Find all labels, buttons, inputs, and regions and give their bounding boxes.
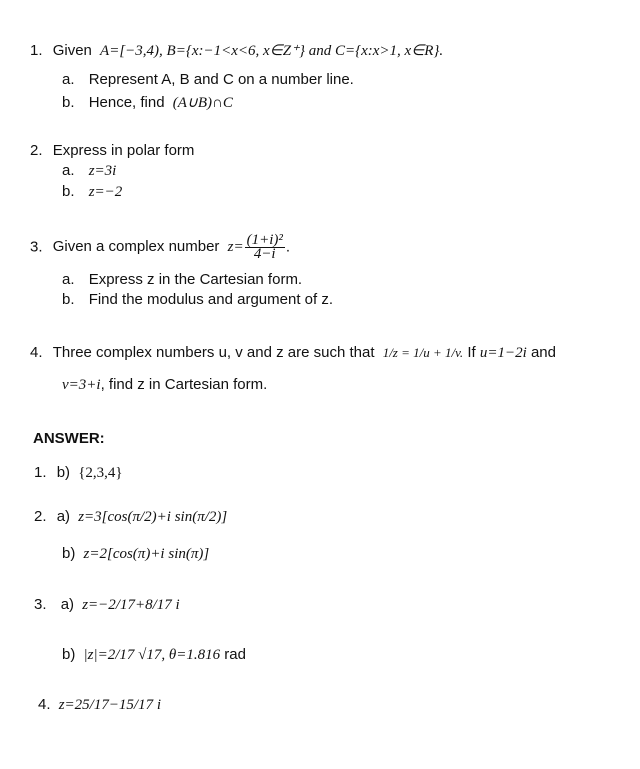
q3-b-label: b. [62,291,75,308]
q4-number: 4. [30,344,43,361]
a2a-label: a) [56,508,71,525]
a2-number: 2. [34,508,47,525]
a3a-label: a) [60,596,75,613]
q3-a-label: a. [62,271,75,288]
answer-3b [62,646,246,664]
q4-line2-text: , find z in Cartesian form. [100,376,268,393]
a1-math: {2,3,4} [78,465,123,481]
q3-z: z= [227,239,244,256]
a2a-math: z=3[cos(π/2)+i sin(π/2)] [78,509,228,525]
q1-b-label: b. [62,94,75,111]
answer-2b [62,545,209,563]
q1-number: 1. [30,42,43,59]
q4-and: and [530,344,556,361]
a3-number: 3. [34,596,47,613]
q1-set-definitions: A=[−3,4), B={x:−1<x<6, x∈Z⁺} and C={x:x>1, x∈R}. [100,43,444,59]
q3-fraction [245,234,285,261]
q3-numerator: (1+i)² [246,232,283,248]
answer-4 [38,696,161,714]
q2-text: Express in polar form [52,142,195,159]
q2-a-math: z=3i [88,163,117,179]
q3-number: 3. [30,238,43,256]
q4-line2 [62,376,267,394]
q4-equation: 1/z = 1/u + 1/v. [382,345,464,360]
q2-b-label: b. [62,183,75,200]
question-1 [30,42,443,60]
answer-1 [34,464,123,482]
q3-b-text: Find the modulus and argument of z. [88,291,333,308]
a2b-label: b) [62,545,76,562]
question-3 [30,234,290,261]
a3b-math: |z|=2/17 √17, θ=1.816 [83,647,221,663]
q3-denominator: 4−i [253,246,276,262]
a2b-math: z=2[cos(π)+i sin(π)] [83,546,210,562]
a4-math: z=25/17−15/17 i [58,697,162,713]
q1-part-a [62,71,354,89]
answer-heading: ANSWER: [33,430,105,447]
answer-2a [34,508,227,526]
q4-v: v=3+i [62,377,101,393]
a1-label: b) [56,464,71,481]
q3-part-b [62,291,333,309]
q3-text: Given a complex number [52,238,220,256]
q1-b-math: (A∪B)∩C [172,95,233,111]
question-2 [30,142,194,160]
q1-a-text: Represent A, B and C on a number line. [88,71,354,88]
q4-text: Three complex numbers u, v and z are such that [52,344,375,361]
a1-number: 1. [34,464,47,481]
q1-given: Given [52,42,92,59]
a3a-math: z=−2/17+8/17 i [82,597,180,613]
q2-part-b [62,183,122,201]
answer-3a [34,596,180,614]
q3-dot: . [285,238,291,256]
q1-part-b [62,94,233,112]
q4-u: u=1−2i [479,345,527,361]
q1-b-text: Hence, find [88,94,165,111]
q2-b-math: z=−2 [88,184,123,200]
q3-part-a [62,271,302,289]
question-4 [30,344,556,362]
q2-a-label: a. [62,162,75,179]
a4-number: 4. [38,696,51,713]
a3b-label: b) [62,646,76,663]
q2-part-a [62,162,116,180]
q1-a-label: a. [62,71,75,88]
a3b-unit: rad [224,646,246,663]
q2-number: 2. [30,142,43,159]
q4-if: If [467,344,476,361]
q3-a-text: Express z in the Cartesian form. [88,271,303,288]
